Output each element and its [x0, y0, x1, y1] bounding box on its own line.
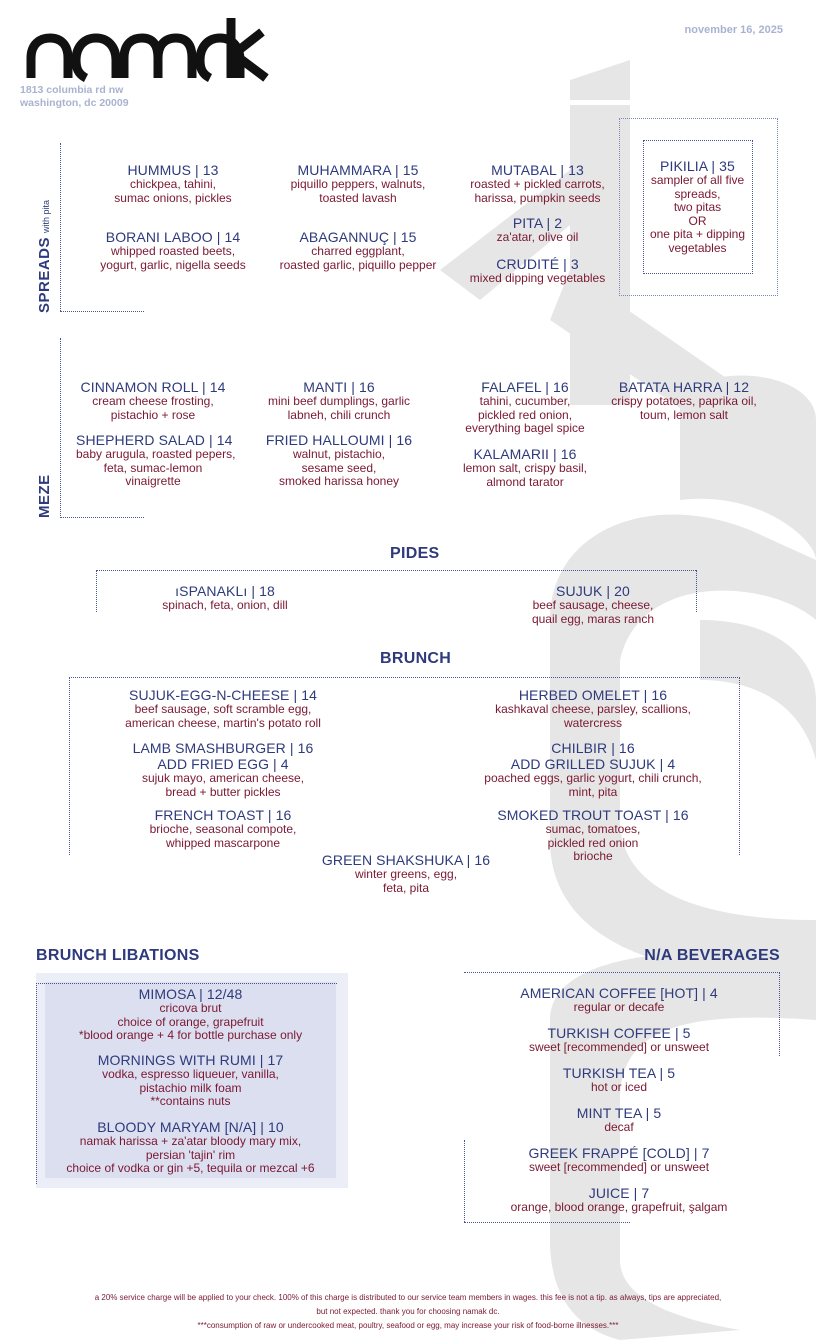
item-desc: cricova brut [159, 1001, 222, 1015]
item-name: ABAGANNUÇ | 15 [299, 229, 417, 245]
item-desc: roasted garlic, piquillo pepper [279, 257, 437, 272]
menu-item-mint-tea [494, 1105, 744, 1135]
item-name: MINT TEA | 5 [576, 1105, 662, 1121]
menu-date: november 16, 2025 [684, 24, 783, 36]
item-desc: labneh, chili crunch [287, 407, 391, 422]
menu-item-shepherd-salad [76, 432, 236, 489]
item-name: FRENCH TOAST | 16 [154, 807, 292, 823]
item-desc: smoked harissa honey [278, 474, 400, 488]
item-name: CINNAMON ROLL | 14 [80, 379, 226, 395]
menu-item-bloody-maryam [45, 1119, 336, 1176]
section-title-meze [36, 474, 53, 518]
spreads-subtitle: with pita [41, 199, 51, 233]
menu-item-crudite [455, 256, 620, 286]
address-line-2: washington, dc 20009 [20, 97, 129, 109]
item-addon: ADD GRILLED SUJUK | 4 [510, 756, 676, 772]
item-desc: decaf [604, 1120, 634, 1134]
item-desc: yogurt, garlic, nigella seeds [100, 257, 246, 272]
menu-item-abagannuc [263, 229, 453, 272]
menu-item-sujuk [508, 583, 678, 626]
item-name: SUJUK-EGG-N-CHEESE | 14 [129, 687, 317, 703]
item-desc: kashkaval cheese, parsley, scallions, [495, 702, 691, 716]
address-line-1: 1813 columbia rd nw [20, 84, 124, 96]
item-desc: *blood orange + 4 for bottle purchase only [78, 1028, 303, 1042]
item-desc: mint, pita [568, 784, 618, 799]
brunch-frame-right [739, 677, 740, 855]
item-desc: **contains nuts [150, 1094, 231, 1108]
menu-item-batata-harra [600, 379, 768, 422]
item-name: TURKISH TEA | 5 [562, 1065, 676, 1081]
item-name: ıSPANAKLı | 18 [175, 583, 275, 599]
item-desc: feta, pita [382, 880, 430, 895]
pides-frame-top [96, 570, 696, 571]
item-desc: orange, blood orange, grapefruit, şalgam [510, 1200, 728, 1214]
item-name: FRIED HALLOUMI | 16 [265, 432, 413, 448]
namak-logo [26, 14, 270, 82]
item-desc: namak harissa + za'atar bloody mary mix, [79, 1134, 302, 1148]
menu-item-borani-laboo [88, 229, 258, 272]
item-name: MORNINGS WITH RUMI | 17 [97, 1052, 284, 1068]
spreads-title: SPREADS [36, 236, 53, 313]
item-desc: whipped roasted beets, [110, 244, 236, 258]
item-desc: charred eggplant, [311, 244, 405, 258]
item-desc: crispy potatoes, paprika oil, [611, 394, 757, 408]
menu-item-turkish-tea [494, 1065, 744, 1095]
menu-item-kalamarii [440, 446, 610, 489]
item-desc: baby arugula, roasted pepers, [76, 447, 236, 461]
item-desc: piquillo peppers, walnuts, [290, 177, 426, 191]
item-desc: choice of vodka or gin +5, tequila or mezcal +6 [66, 1161, 315, 1175]
item-desc: pickled red onion, [477, 407, 573, 422]
na-frame-bottom [464, 1222, 630, 1223]
menu-item-cinnamon-roll [78, 379, 228, 422]
item-desc: winter greens, egg, [354, 867, 458, 881]
item-desc: everything bagel spice [465, 421, 585, 435]
item-desc: sweet [recommended] or unsweet [528, 1040, 710, 1054]
item-name: FALAFEL | 16 [481, 379, 569, 395]
item-desc: sampler of all five [650, 173, 745, 187]
section-title-pides: PIDES [390, 545, 440, 562]
item-desc: almond tarator [486, 474, 564, 489]
item-desc: one pita + dipping [649, 227, 746, 241]
item-desc: whipped mascarpone [165, 835, 281, 850]
item-desc: sujuk mayo, american cheese, [141, 771, 305, 785]
menu-item-muhammara [268, 162, 448, 205]
address [20, 84, 129, 110]
menu-item-hummus [98, 162, 248, 205]
menu-item-juice [494, 1185, 744, 1215]
item-name: CRUDITÉ | 3 [496, 256, 579, 272]
na-frame-left [464, 1140, 465, 1222]
item-name: AMERICAN COFFEE [HOT] | 4 [520, 985, 718, 1001]
item-desc: mini beef dumplings, garlic [267, 394, 411, 408]
item-desc: vodka, espresso liqueuer, vanilla, [102, 1067, 279, 1081]
item-name: GREEK FRAPPÉ [COLD] | 7 [528, 1145, 710, 1161]
item-desc: sesame seed, [301, 460, 377, 475]
menu-item-green-shakshuka [306, 852, 506, 895]
footer-food-warning: ***consumption of raw or undercooked meat, poultry, seafood or egg, may increase your risk of food-borne illnesses.*** [197, 1321, 619, 1330]
item-name: GREEN SHAKSHUKA | 16 [321, 852, 491, 868]
item-desc: vegetables [668, 240, 727, 255]
pides-frame-right [696, 570, 697, 612]
section-title-spreads [36, 200, 53, 313]
item-name: PITA | 2 [512, 215, 563, 231]
item-name: MANTI | 16 [303, 379, 375, 395]
item-desc: chickpea, tahini, [129, 177, 217, 191]
item-name: BATATA HARRA | 12 [618, 379, 750, 395]
item-desc: brioche [573, 849, 613, 863]
item-desc: watercress [563, 715, 622, 730]
item-name: MUHAMMARA | 15 [297, 162, 419, 178]
item-desc: harissa, pumpkin seeds [474, 190, 601, 205]
footer-thanks: but not expected. thank you for choosing namak dc. [316, 1307, 500, 1316]
menu-item-sujuk-egg-n-cheese [110, 687, 336, 730]
item-desc: lemon salt, crispy basil, [462, 461, 588, 475]
item-desc: two pitas [673, 200, 722, 214]
item-desc: spreads, [674, 186, 721, 201]
footer-service-charge: a 20% service charge will be applied to your check. 100% of this charge is distributed to our service team members in wages. this fee is not a tip. as always, tips are appreciated, [94, 1293, 722, 1302]
menu-item-mutabal [455, 162, 620, 205]
menu-item-fried-halloumi [254, 432, 424, 489]
menu-item-smoked-trout-toast [493, 807, 693, 864]
spreads-divider-bottom [60, 311, 144, 312]
menu-item-herbed-omelet [478, 687, 708, 730]
item-desc: toum, lemon salt [639, 407, 729, 422]
item-name: HUMMUS | 13 [127, 162, 219, 178]
item-name: KALAMARII | 16 [473, 446, 577, 462]
menu-item-lamb-smashburger [123, 740, 323, 799]
item-desc: bread + butter pickles [165, 784, 281, 799]
menu-item-ispanakli [140, 583, 310, 613]
meze-title: MEZE [36, 474, 53, 518]
item-desc: walnut, pistachio, [292, 447, 386, 461]
pides-frame-left [96, 570, 97, 612]
menu-item-mimosa [45, 986, 336, 1043]
brunch-frame-left [69, 677, 70, 855]
item-name: LAMB SMASHBURGER | 16 [132, 740, 314, 756]
item-desc: sumac onions, pickles [114, 190, 232, 205]
menu-item-falafel [440, 379, 610, 436]
menu-item-american-coffee [494, 985, 744, 1015]
item-desc: regular or decafe [573, 1000, 665, 1014]
item-name: SMOKED TROUT TOAST | 16 [497, 807, 689, 823]
brunch-frame-top [69, 677, 740, 678]
spreads-divider [60, 143, 61, 311]
item-desc: roasted + pickled carrots, [470, 177, 605, 191]
item-desc: toasted lavash [319, 190, 397, 205]
menu-item-manti [254, 379, 424, 422]
section-title-brunch: BRUNCH [380, 650, 452, 667]
item-desc: persian 'tajin' rim [145, 1147, 236, 1162]
na-frame-top [464, 972, 780, 973]
item-desc: brioche, seasonal compote, [149, 822, 297, 836]
item-desc: poached eggs, garlic yogurt, chili crunch, [484, 771, 702, 785]
item-name: TURKISH COFFEE | 5 [547, 1025, 691, 1041]
item-desc: za'atar, olive oil [496, 230, 579, 244]
menu-item-mornings-with-rumi [45, 1052, 336, 1109]
item-name: CHILBIR | 16 [551, 740, 635, 756]
item-desc: vinaigrette [125, 474, 181, 488]
item-name: PIKILIA | 35 [660, 158, 735, 174]
section-title-na-beverages: N/A BEVERAGES [644, 947, 780, 964]
item-desc: beef sausage, soft scramble egg, [134, 702, 312, 716]
item-name: SUJUK | 20 [556, 583, 630, 599]
item-desc: feta, sumac-lemon [103, 460, 203, 475]
item-desc: cream cheese frosting, [92, 394, 214, 408]
item-desc: hot or iced [590, 1080, 648, 1094]
section-title-brunch-libations: BRUNCH LIBATIONS [36, 947, 200, 964]
item-desc: sumac, tomatoes, [545, 822, 641, 836]
item-desc: quail egg, maras ranch [531, 611, 655, 626]
item-desc: sweet [recommended] or unsweet [528, 1160, 710, 1174]
menu-item-greek-frappe [494, 1145, 744, 1175]
menu-item-turkish-coffee [494, 1025, 744, 1055]
item-desc: pickled red onion [547, 835, 639, 850]
item-desc: beef sausage, cheese, [532, 598, 654, 612]
meze-divider-bottom [60, 517, 144, 518]
meze-divider [60, 338, 61, 518]
item-name: BLOODY MARYAM [N/A] | 10 [97, 1119, 284, 1135]
na-frame-right [779, 972, 780, 1056]
item-desc: tahini, cucumber, [479, 394, 571, 408]
item-desc: pistachio + rose [110, 407, 196, 422]
item-name: BORANI LABOO | 14 [105, 229, 241, 245]
menu-item-french-toast [133, 807, 313, 850]
item-name: HERBED OMELET | 16 [518, 687, 668, 703]
item-addon: ADD FRIED EGG | 4 [157, 756, 289, 772]
menu-item-pikilia [630, 158, 765, 255]
item-name: JUICE | 7 [588, 1185, 650, 1201]
menu-item-chilbir [473, 740, 713, 799]
menu-item-pita [455, 215, 620, 245]
item-desc: mixed dipping vegetables [469, 271, 606, 285]
item-name: SHEPHERD SALAD | 14 [76, 432, 233, 448]
item-desc: pistachio milk foam [139, 1080, 242, 1095]
item-name: MIMOSA | 12/48 [138, 986, 243, 1002]
item-desc: OR [688, 213, 707, 228]
item-desc: american cheese, martin's potato roll [125, 715, 321, 730]
item-name: MUTABAL | 13 [491, 162, 584, 178]
item-desc: spinach, feta, onion, dill [162, 598, 288, 612]
item-desc: choice of orange, grapefruit [117, 1014, 264, 1029]
